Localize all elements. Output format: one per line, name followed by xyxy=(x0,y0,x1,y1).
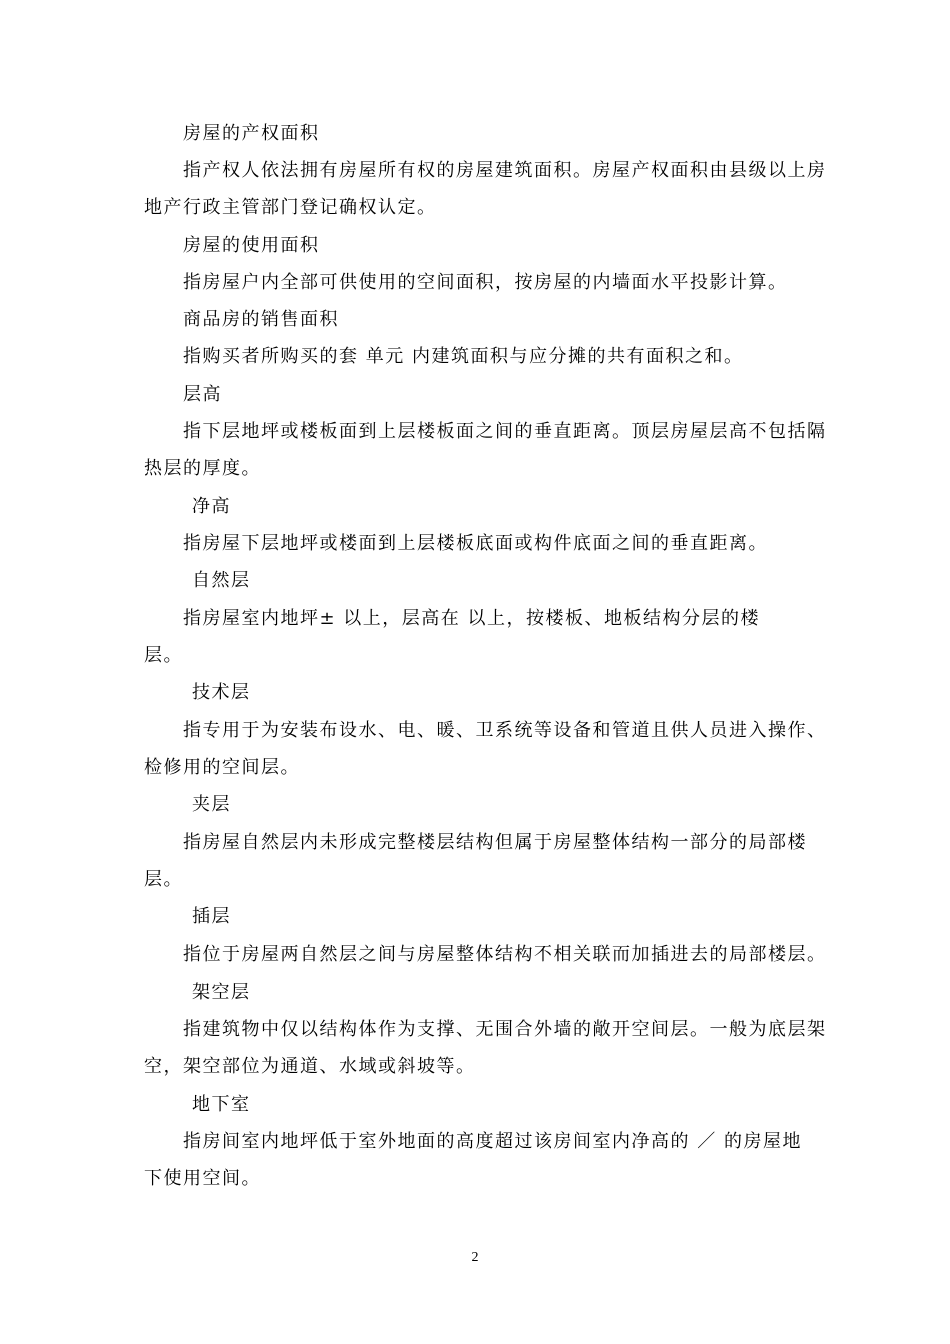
paragraph-line: 指房屋室内地坪± 以上，层高在 以上，按楼板、地板结构分层的楼 xyxy=(183,608,761,629)
paragraph-line: 指建筑物中仅以结构体作为支撑、无围合外墙的敞开空间层。一般为底层架 xyxy=(183,1019,827,1040)
paragraph-line: 下使用空间。 xyxy=(144,1168,261,1189)
paragraph-line: 指产权人依法拥有房屋所有权的房屋建筑面积。房屋产权面积由县级以上房 xyxy=(183,160,827,181)
heading-clear-height: 净高 xyxy=(192,496,231,517)
heading-usable-area: 房屋的使用面积 xyxy=(183,235,320,256)
heading-property-area: 房屋的产权面积 xyxy=(183,123,320,144)
paragraph-line: 指房屋户内全部可供使用的空间面积，按房屋的内墙面水平投影计算。 xyxy=(183,272,788,293)
heading-inserted-floor: 插层 xyxy=(192,906,231,927)
paragraph-line: 指位于房屋两自然层之间与房屋整体结构不相关联而加插进去的局部楼层。 xyxy=(183,944,827,965)
heading-mezzanine: 夹层 xyxy=(192,794,231,815)
paragraph-line: 层。 xyxy=(144,645,183,666)
paragraph-line: 层。 xyxy=(144,869,183,890)
paragraph-line: 指专用于为安装布设水、电、暖、卫系统等设备和管道且供人员进入操作、 xyxy=(183,720,827,741)
heading-floor-height: 层高 xyxy=(183,384,222,405)
paragraph-line: 地产行政主管部门登记确权认定。 xyxy=(144,197,437,218)
heading-natural-floor: 自然层 xyxy=(192,570,251,591)
paragraph-line: 检修用的空间层。 xyxy=(144,757,300,778)
paragraph-line: 指房屋下层地坪或楼面到上层楼板底面或构件底面之间的垂直距离。 xyxy=(183,533,768,554)
paragraph-line: 指购买者所购买的套 单元 内建筑面积与应分摊的共有面积之和。 xyxy=(183,346,744,367)
paragraph-line: 指房屋自然层内未形成完整楼层结构但属于房屋整体结构一部分的局部楼 xyxy=(183,832,807,853)
heading-stilt-floor: 架空层 xyxy=(192,982,251,1003)
paragraph-line: 热层的厚度。 xyxy=(144,458,261,479)
heading-sales-area: 商品房的销售面积 xyxy=(183,309,339,330)
heading-basement: 地下室 xyxy=(192,1094,251,1115)
heading-technical-floor: 技术层 xyxy=(192,682,251,703)
paragraph-line: 指房间室内地坪低于室外地面的高度超过该房间室内净高的 ／ 的房屋地 xyxy=(183,1131,802,1152)
paragraph-line: 空，架空部位为通道、水域或斜坡等。 xyxy=(144,1056,476,1077)
paragraph-line: 指下层地坪或楼板面到上层楼板面之间的垂直距离。顶层房屋层高不包括隔 xyxy=(183,421,827,442)
page-number: 2 xyxy=(471,1250,479,1265)
